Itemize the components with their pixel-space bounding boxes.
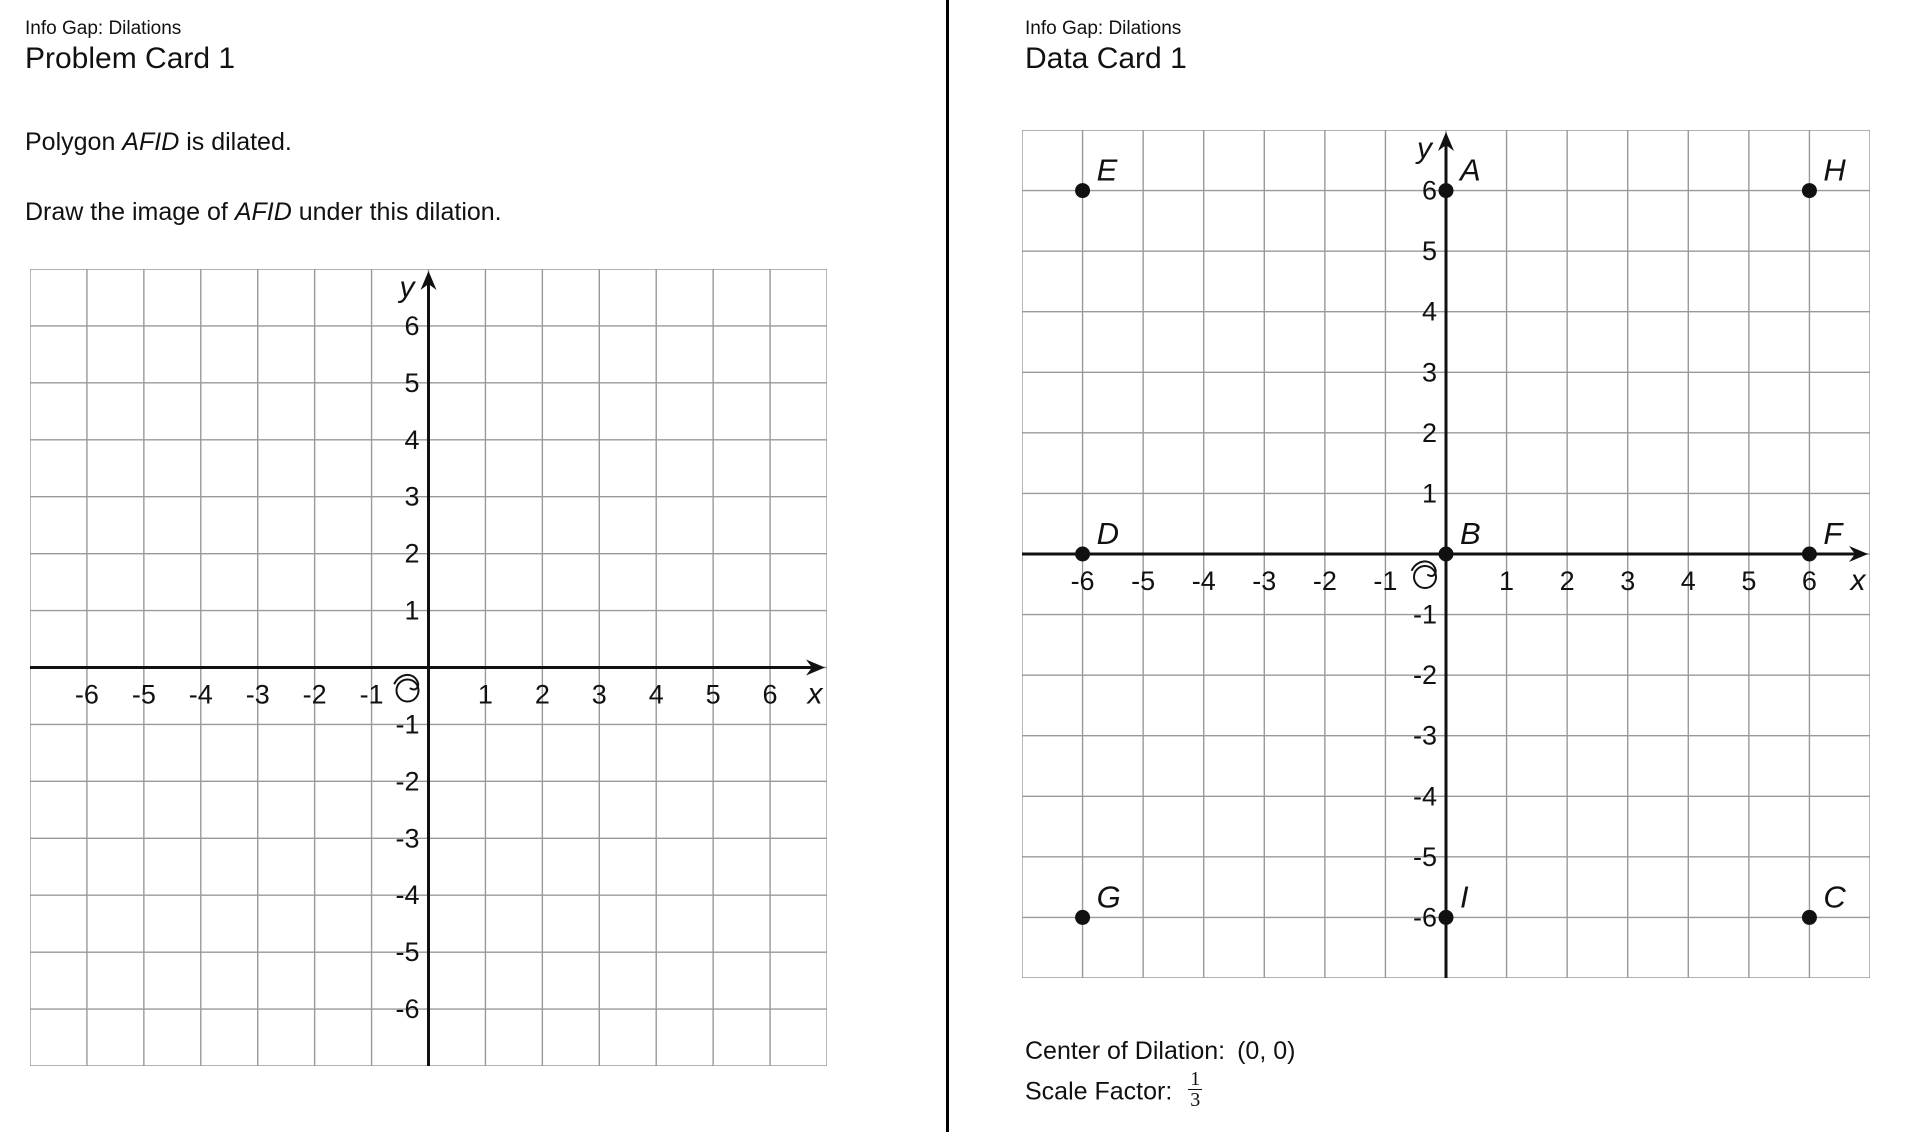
point-h-dot: [1802, 183, 1817, 198]
point-h-label: H: [1823, 152, 1846, 188]
x-tick-label: -6: [1070, 566, 1095, 596]
x-tick-label: -5: [1131, 566, 1156, 596]
point-c-dot: [1802, 910, 1817, 925]
x-axis-label: x: [807, 677, 823, 711]
x-tick-label: -3: [245, 679, 270, 710]
y-tick-label: -3: [395, 823, 420, 854]
y-tick-label: 4: [404, 424, 420, 455]
x-tick-label: 5: [705, 679, 721, 710]
y-tick-label: -5: [395, 937, 420, 968]
x-tick-label: -2: [1312, 566, 1337, 596]
point-e-label: E: [1096, 152, 1118, 188]
point-d-dot: [1075, 547, 1090, 562]
problem-instruction: [25, 198, 502, 227]
point-i-dot: [1439, 910, 1454, 925]
y-tick-label: 4: [1421, 296, 1437, 327]
data-card: [949, 0, 1906, 1132]
x-tick-label: -6: [74, 679, 99, 710]
point-b-dot: [1439, 547, 1454, 562]
problem-instruction-suffix: under this dilation.: [291, 198, 502, 226]
problem-statement-prefix: Polygon: [25, 128, 123, 156]
x-tick-label: 6: [1801, 566, 1817, 596]
data-grid: [1022, 130, 1870, 978]
data-card-title: Data Card 1: [1025, 42, 1187, 75]
data-card-eyebrow: Info Gap: Dilations: [1025, 18, 1182, 39]
y-tick-label: 5: [1421, 236, 1437, 267]
point-f-dot: [1802, 547, 1817, 562]
point-i-label: I: [1460, 879, 1469, 915]
point-b-label: B: [1460, 516, 1481, 551]
center-of-dilation-line: [1025, 1037, 1295, 1066]
x-tick-label: -4: [188, 679, 213, 710]
problem-statement-polygon: AFID: [122, 128, 180, 156]
x-tick-label: 2: [1559, 566, 1575, 596]
problem-instruction-prefix: Draw the image of: [25, 198, 235, 226]
problem-grid: [30, 269, 827, 1066]
x-tick-label: 3: [591, 679, 607, 710]
y-tick-label: -6: [395, 994, 420, 1025]
x-tick-label: 1: [1499, 566, 1515, 596]
scale-factor-denominator: 3: [1190, 1089, 1201, 1112]
origin-mark: [1412, 561, 1436, 588]
y-tick-label: -1: [1412, 599, 1437, 630]
x-tick-label: -1: [359, 679, 384, 710]
y-axis-label: y: [399, 271, 415, 304]
y-tick-label: 3: [1421, 357, 1437, 388]
point-g-label: G: [1096, 879, 1121, 915]
y-tick-label: 1: [1421, 478, 1437, 509]
y-tick-label: -2: [395, 766, 420, 797]
x-tick-label: -4: [1191, 566, 1216, 596]
y-tick-label: -1: [395, 709, 420, 740]
y-tick-label: 2: [404, 538, 420, 569]
point-c-label: C: [1823, 879, 1846, 915]
origin-circle-icon: [1414, 566, 1436, 588]
point-f-label: F: [1823, 516, 1843, 551]
origin-circle-icon: [397, 680, 419, 702]
x-axis-label: x: [1850, 564, 1866, 597]
y-tick-label: -5: [1412, 841, 1437, 872]
y-axis-label: y: [1417, 132, 1432, 165]
center-of-dilation-label: Center of Dilation:: [1025, 1037, 1226, 1065]
problem-statement: [25, 128, 292, 157]
y-tick-label: 1: [404, 595, 420, 626]
x-tick-label: -2: [302, 679, 327, 710]
x-tick-label: -3: [1252, 566, 1277, 596]
y-tick-label: 2: [1421, 417, 1437, 448]
problem-instruction-polygon: AFID: [234, 198, 292, 226]
origin-mark: [395, 675, 419, 702]
x-tick-label: 3: [1620, 566, 1636, 596]
x-tick-label: 1: [477, 679, 493, 710]
problem-card: [0, 0, 946, 1132]
x-tick-label: 6: [762, 679, 778, 710]
point-e-dot: [1075, 183, 1090, 198]
y-tick-label: -3: [1412, 720, 1437, 751]
y-tick-label: -4: [395, 880, 420, 911]
scale-factor-label: Scale Factor:: [1025, 1077, 1173, 1106]
point-a-label: A: [1460, 152, 1481, 188]
point-d-label: D: [1096, 516, 1119, 551]
point-g-dot: [1075, 910, 1090, 925]
scale-factor-numerator: 1: [1190, 1068, 1201, 1090]
center-of-dilation-value: (0, 0): [1237, 1037, 1296, 1065]
y-tick-label: -2: [1412, 660, 1437, 691]
x-tick-label: 4: [648, 679, 664, 710]
x-tick-label: 5: [1741, 566, 1757, 596]
y-tick-label: 5: [404, 367, 420, 398]
x-tick-label: -1: [1373, 566, 1398, 596]
problem-statement-suffix: is dilated.: [179, 128, 292, 156]
y-tick-label: 3: [404, 481, 420, 512]
x-tick-label: 2: [534, 679, 550, 710]
scale-factor-line: [1025, 1068, 1202, 1114]
problem-card-title: Problem Card 1: [25, 42, 236, 75]
problem-card-eyebrow: Info Gap: Dilations: [25, 18, 182, 39]
y-tick-label: 6: [404, 310, 420, 341]
x-tick-label: 4: [1680, 566, 1696, 596]
y-tick-label: -4: [1412, 781, 1437, 812]
scale-factor-fraction: [1188, 1069, 1202, 1111]
x-tick-label: -5: [131, 679, 156, 710]
y-tick-label: -6: [1412, 902, 1437, 933]
point-a-dot: [1439, 183, 1454, 198]
y-tick-label: 6: [1421, 175, 1437, 206]
